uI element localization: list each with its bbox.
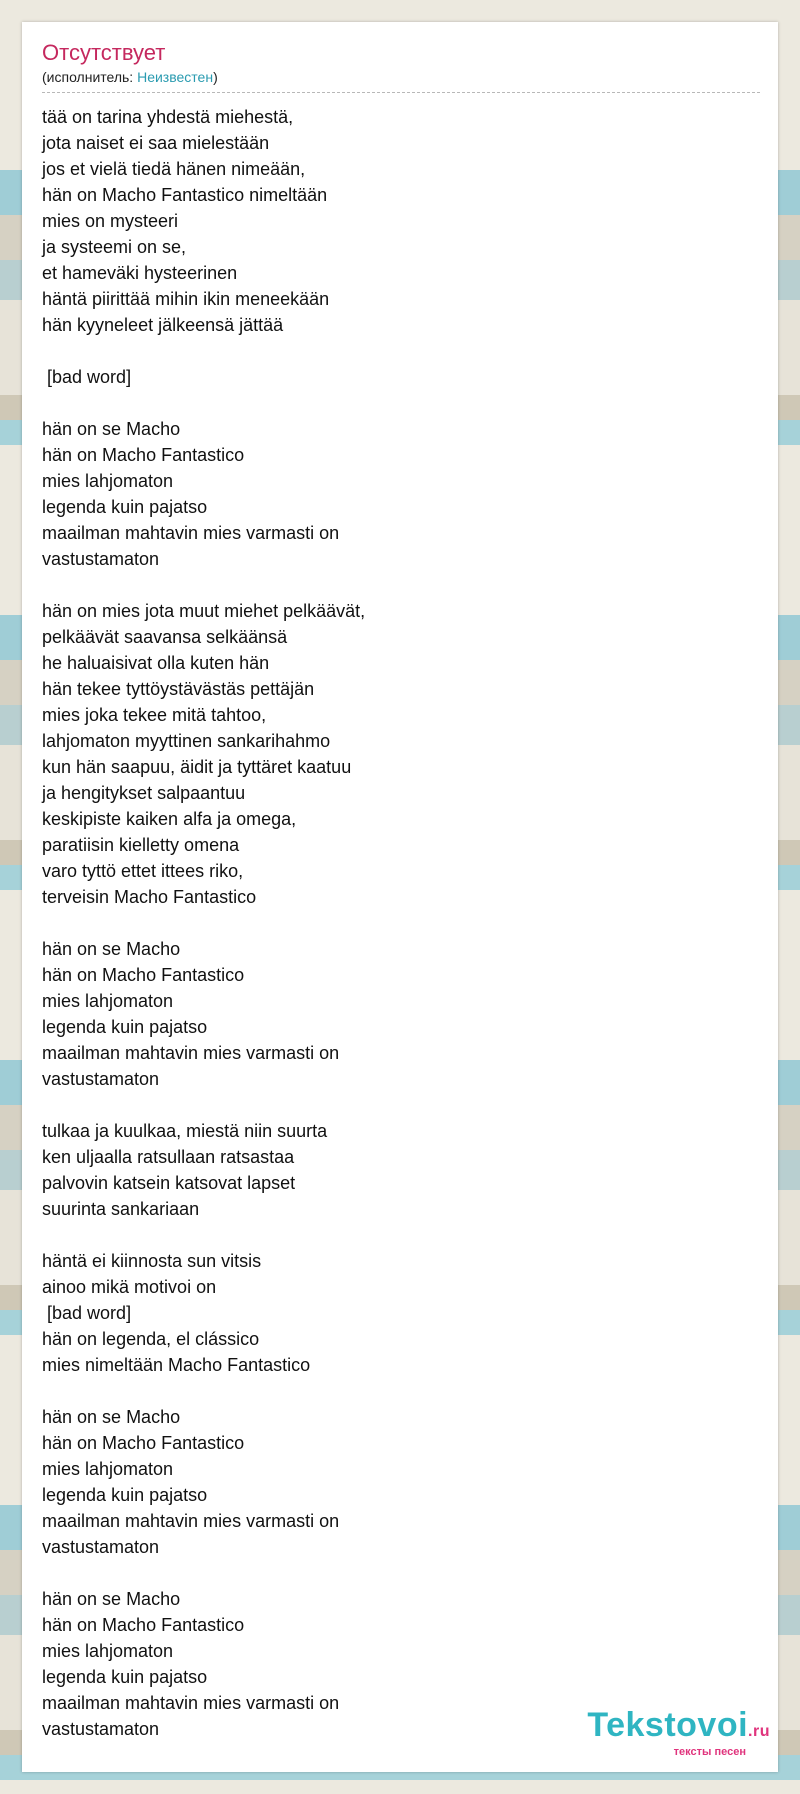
lyrics-text: tää on tarina yhdestä miehestä, jota naiset ei saa mielestään jos et vielä tiedä hänen nimeään, hän on Macho Fantastico nimeltään mies on mysteeri ja systeemi on se, et hameväki hysteerinen häntä piirittää mihin ikin meneekään hän kyyneleet jälkeensä jättää [bad word] hän on se Macho hän on Macho Fantastico mies lahjomaton legenda kuin pajatso maailman mahtavin mies varmasti on vastustamaton hän on mies jota muut miehet pelkäävät, pelkäävät saavansa selkäänsä he haluaisivat olla kuten hän hän tekee tyttöystävästäs pettäjän mies joka tekee mitä tahtoo, lahjomaton myyttinen sankarihahmo kun hän saapuu, äidit ja tyttäret kaatuu ja hengitykset salpaantuu keskipiste kaiken alfa ja omega, paratiisin kielletty omena varo tyttö ettet ittees riko, terveisin Macho Fantastico hän on se Macho hän on Macho Fantastico mies lahjomaton legenda kuin pajatso maailman mahtavin mies varmasti on vastustamaton tulkaa ja kuulkaa, miestä niin suurta ken uljaalla ratsullaan ratsastaa palvovin katsein katsovat lapset suurinta sankariaan häntä ei kiinnosta sun vitsis ainoo mikä motivoi on [bad word] hän on legenda, el clássico mies nimeltään Macho Fantastico hän on se Macho hän on Macho Fantastico mies lahjomaton legenda kuin pajatso maailman mahtavin mies varmasti on vastustamaton hän on se Macho hän on Macho Fantastico mies lahjomaton legenda kuin pajatso maailman mahtavin mies varmasti on vastustamaton [42,107,366,1739]
site-logo[interactable] [587,1707,770,1758]
logo-tagline: тексты песен [673,1746,746,1758]
song-title: Отсутствует [42,40,166,65]
artist-prefix: (исполнитель: [42,69,138,85]
logo-name: Tekstovoi [587,1706,749,1744]
logo-wordmark [587,1707,770,1750]
song-header [42,40,758,86]
header-divider [42,92,760,93]
artist-line [42,68,758,86]
logo-tld: .ru [748,1723,770,1740]
lyrics-card [22,22,778,1772]
artist-suffix: ) [213,69,218,85]
artist-link[interactable]: Неизвестен [137,69,214,85]
